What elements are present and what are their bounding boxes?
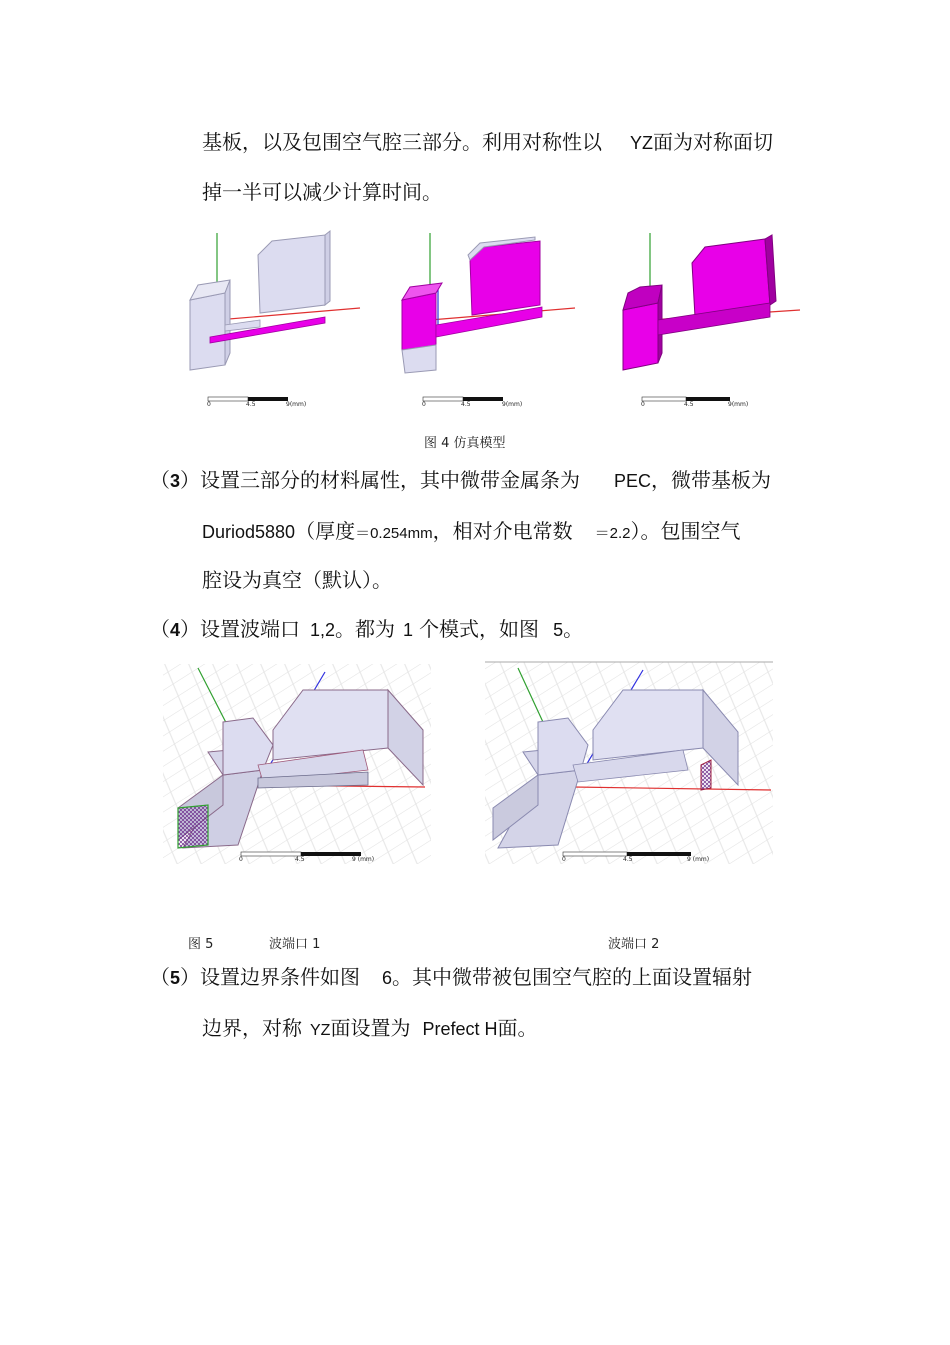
step5-text-c: 边界，对称 bbox=[202, 1016, 302, 1040]
step3-paren-close: ） bbox=[180, 468, 201, 492]
scale-label-9-b: 9(mm) bbox=[502, 401, 523, 408]
step3-text-f: ）。包围空气 bbox=[630, 519, 741, 543]
port1-scale-45: 4.5 bbox=[295, 856, 305, 863]
step3-thickness-value: ＝0.254mm bbox=[355, 525, 433, 542]
step4-text-e: 个模式，如图 bbox=[419, 617, 540, 641]
scale-label-0-b: 0 bbox=[422, 401, 426, 408]
scale-label-45: 4.5 bbox=[246, 401, 256, 408]
para1-line2: 掉一半可以减少计算时间。 bbox=[202, 180, 442, 204]
step4-text-g: 。 bbox=[563, 617, 584, 641]
para1-yz: YZ bbox=[630, 133, 654, 153]
step5-yz: YZ bbox=[310, 1022, 331, 1039]
step3-text-a: 设置三部分的材料属性，其中微带金属条为 bbox=[200, 468, 581, 492]
step5-prefect-h: Prefect H bbox=[422, 1019, 498, 1039]
figure-5-label: 图 5 bbox=[188, 937, 214, 952]
step4-ports: 1,2 bbox=[310, 620, 336, 640]
para1-line1 bbox=[202, 128, 773, 157]
step5-line1 bbox=[150, 963, 752, 992]
scale-label-45-b: 4.5 bbox=[461, 401, 471, 408]
port-1-view bbox=[163, 664, 431, 864]
step5-text-b: 。其中微带被包围空气腔的上面设置辐射 bbox=[392, 965, 753, 989]
step5-text-d: 面设置为 bbox=[330, 1016, 411, 1040]
port-1-caption: 波端口 1 bbox=[269, 937, 321, 952]
figure-4-caption: 图 4 仿真模型 bbox=[424, 436, 506, 451]
step5-text-a: 设置边界条件如图 bbox=[200, 965, 361, 989]
step3-thickness-label: （厚度 bbox=[295, 519, 356, 543]
step3-permittivity-value: ＝2.2 bbox=[594, 525, 631, 542]
step3-line2 bbox=[202, 517, 740, 548]
port-2-view bbox=[485, 662, 773, 864]
step5-paren-open: （ bbox=[150, 965, 170, 989]
scale-label-0: 0 bbox=[207, 401, 211, 408]
step5-line2 bbox=[202, 1014, 537, 1045]
step3-permittivity-label: ，相对介电常数 bbox=[432, 519, 573, 543]
figure-4 bbox=[180, 225, 820, 415]
step3-text-b: ，微带基板为 bbox=[651, 468, 772, 492]
model-1 bbox=[190, 231, 360, 370]
para1-text-b: 面为对称面切 bbox=[653, 130, 774, 154]
port2-scale-0: 0 bbox=[562, 856, 566, 863]
port-2-caption: 波端口 2 bbox=[608, 937, 660, 952]
port2-scale-9: 9 (mm) bbox=[687, 856, 710, 863]
step4-paren-close: ） bbox=[180, 617, 201, 641]
step4-text-a: 设置波端口 bbox=[200, 617, 301, 641]
port2-scale-45: 4.5 bbox=[623, 856, 633, 863]
step4-line bbox=[150, 615, 583, 644]
para1-text-a: 基板，以及包围空气腔三部分。利用对称性以 bbox=[202, 130, 602, 154]
step3-number: 3 bbox=[170, 471, 181, 491]
port1-scale-0: 0 bbox=[239, 856, 243, 863]
step5-number: 5 bbox=[170, 968, 181, 988]
model-3 bbox=[623, 233, 800, 370]
step5-figure-ref: 6 bbox=[382, 968, 393, 988]
scale-label-9-c: 9(mm) bbox=[728, 401, 749, 408]
figure-5 bbox=[163, 660, 783, 870]
step4-number: 4 bbox=[170, 620, 181, 640]
model-2 bbox=[402, 233, 575, 373]
scale-label-0-c: 0 bbox=[641, 401, 645, 408]
scale-label-9: 9(mm) bbox=[286, 401, 307, 408]
step4-paren-open: （ bbox=[150, 617, 170, 641]
step3-line1 bbox=[150, 466, 771, 495]
step3-material: Duriod5880 bbox=[202, 522, 296, 542]
step4-mode-count: 1 bbox=[403, 620, 414, 640]
step3-pec: PEC bbox=[614, 471, 652, 491]
step5-text-e: 面。 bbox=[497, 1016, 538, 1040]
port1-scale-9: 9 (mm) bbox=[352, 856, 375, 863]
scale-label-45-c: 4.5 bbox=[684, 401, 694, 408]
step5-paren-close: ） bbox=[180, 965, 201, 989]
step3-paren-open: （ bbox=[150, 468, 170, 492]
step4-text-c: 。都为 bbox=[335, 617, 396, 641]
step4-figure-ref: 5 bbox=[553, 620, 564, 640]
step3-line3: 腔设为真空（默认）。 bbox=[202, 568, 392, 592]
